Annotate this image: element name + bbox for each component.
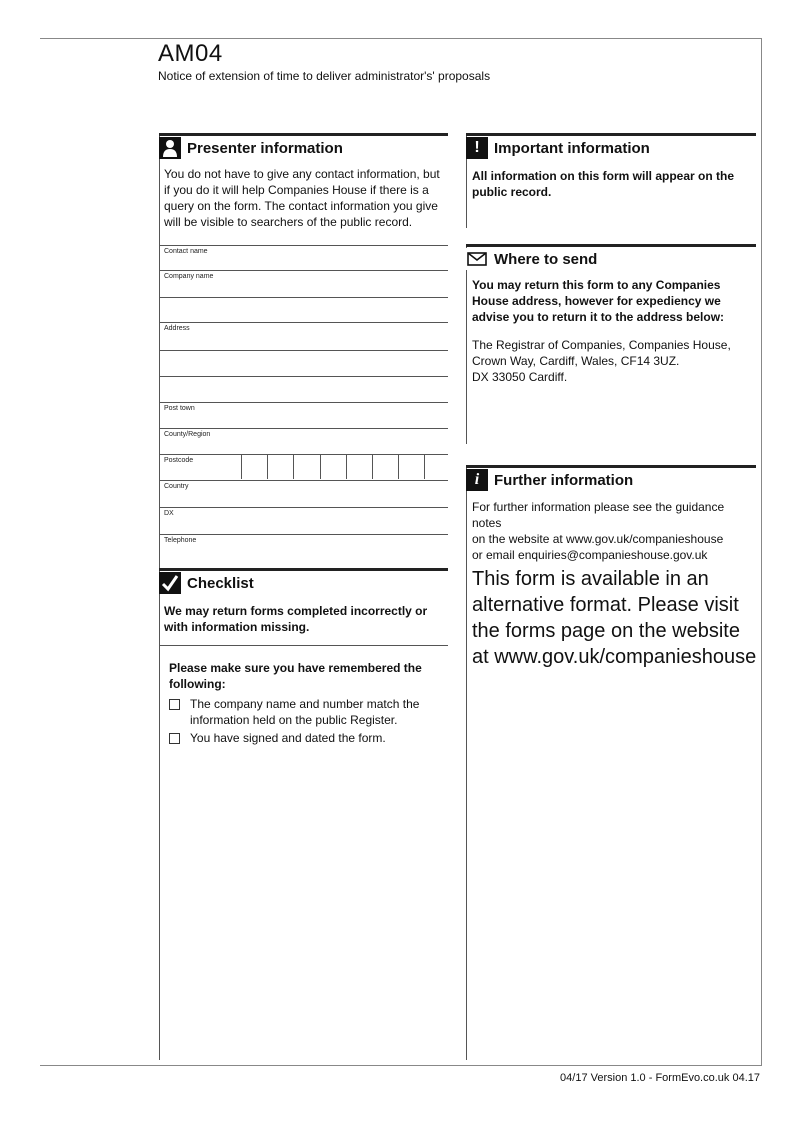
alternative-format-note: This form is available in an alternative format. Please visit the forms page on the website at www.gov.uk/companieshouse: [472, 568, 757, 668]
telephone-label: Telephone: [164, 537, 197, 544]
envelope-icon: [466, 248, 488, 270]
checklist-prompt: Please make sure you have remembered the following:: [169, 661, 422, 691]
address-field-2[interactable]: [160, 351, 448, 377]
where-text: You may return this form to any Companies House address, however for expediency we advise you to return it to the address below:: [472, 278, 725, 324]
company-name-label: Company name: [164, 273, 214, 280]
exclamation-icon: !: [466, 137, 488, 159]
county-field[interactable]: [160, 429, 448, 455]
checklist-heading: [159, 568, 448, 595]
company-name-field[interactable]: [160, 271, 448, 298]
form-subtitle: Notice of extension of time to deliver administrator's' proposals: [158, 69, 491, 83]
checkbox-icon[interactable]: [169, 733, 180, 744]
county-label: County/Region: [164, 431, 211, 438]
telephone-field[interactable]: [160, 535, 448, 559]
contact-name-label: Contact name: [164, 248, 208, 255]
important-heading: [466, 133, 756, 160]
address-field[interactable]: [160, 323, 448, 351]
postcode-label: Postcode: [164, 457, 194, 464]
bottom-rule: [40, 1065, 762, 1066]
where-address-line2: Crown Way, Cardiff, Wales, CF14 3UZ.: [472, 354, 680, 368]
presenter-heading-label: Presenter information: [187, 139, 343, 157]
where-heading: [466, 244, 756, 271]
important-text: All information on this form will appear on the public record.: [472, 169, 735, 199]
info-icon: i: [466, 469, 488, 491]
where-address-line3: DX 33050 Cardiff.: [472, 370, 568, 384]
checklist-item-2: You have signed and dated the form.: [169, 730, 444, 746]
address-field-3[interactable]: [160, 377, 448, 403]
further-line1: For further information please see the guidance notes: [472, 500, 725, 530]
country-field[interactable]: [160, 481, 448, 508]
footer-version: 04/17 Version 1.0 - FormEvo.co.uk 04.17: [560, 1072, 760, 1084]
important-heading-label: Important information: [494, 139, 650, 157]
post-town-field[interactable]: [160, 403, 448, 429]
further-line3: or email enquiries@companieshouse.gov.uk: [472, 548, 708, 562]
checkmark-icon: [159, 572, 181, 594]
form-code: AM04: [158, 40, 223, 67]
address-label: Address: [164, 325, 190, 332]
presenter-intro: You do not have to give any contact information, but if you do it will help Companies House if there is a query on the form. The contact information you give will be visible to searchers of the public record.: [164, 167, 440, 229]
postcode-field[interactable]: [160, 455, 448, 481]
person-icon: [159, 137, 181, 159]
company-name-field-2[interactable]: [160, 298, 448, 323]
where-address-line1: The Registrar of Companies, Companies House,: [472, 338, 731, 352]
top-rule: [40, 38, 762, 39]
where-heading-label: Where to send: [494, 250, 598, 268]
further-line2: on the website at www.gov.uk/companieshouse: [472, 532, 724, 546]
where-address: [472, 337, 754, 385]
right-rule: [761, 38, 762, 1066]
further-heading-label: Further information: [494, 471, 634, 489]
checklist-item-1: The company name and number match the information held on the public Register.: [169, 696, 444, 728]
dx-label: DX: [164, 510, 174, 517]
dx-field[interactable]: [160, 508, 448, 535]
country-label: Country: [164, 483, 189, 490]
contact-name-field[interactable]: [160, 246, 448, 271]
checkbox-icon[interactable]: [169, 699, 180, 710]
further-heading: [466, 465, 756, 492]
further-text: [472, 499, 754, 563]
checklist-warning: We may return forms completed incorrectly or with information missing.: [164, 604, 428, 634]
presenter-heading: [159, 133, 448, 160]
post-town-label: Post town: [164, 405, 195, 412]
checklist-heading-label: Checklist: [187, 574, 254, 592]
